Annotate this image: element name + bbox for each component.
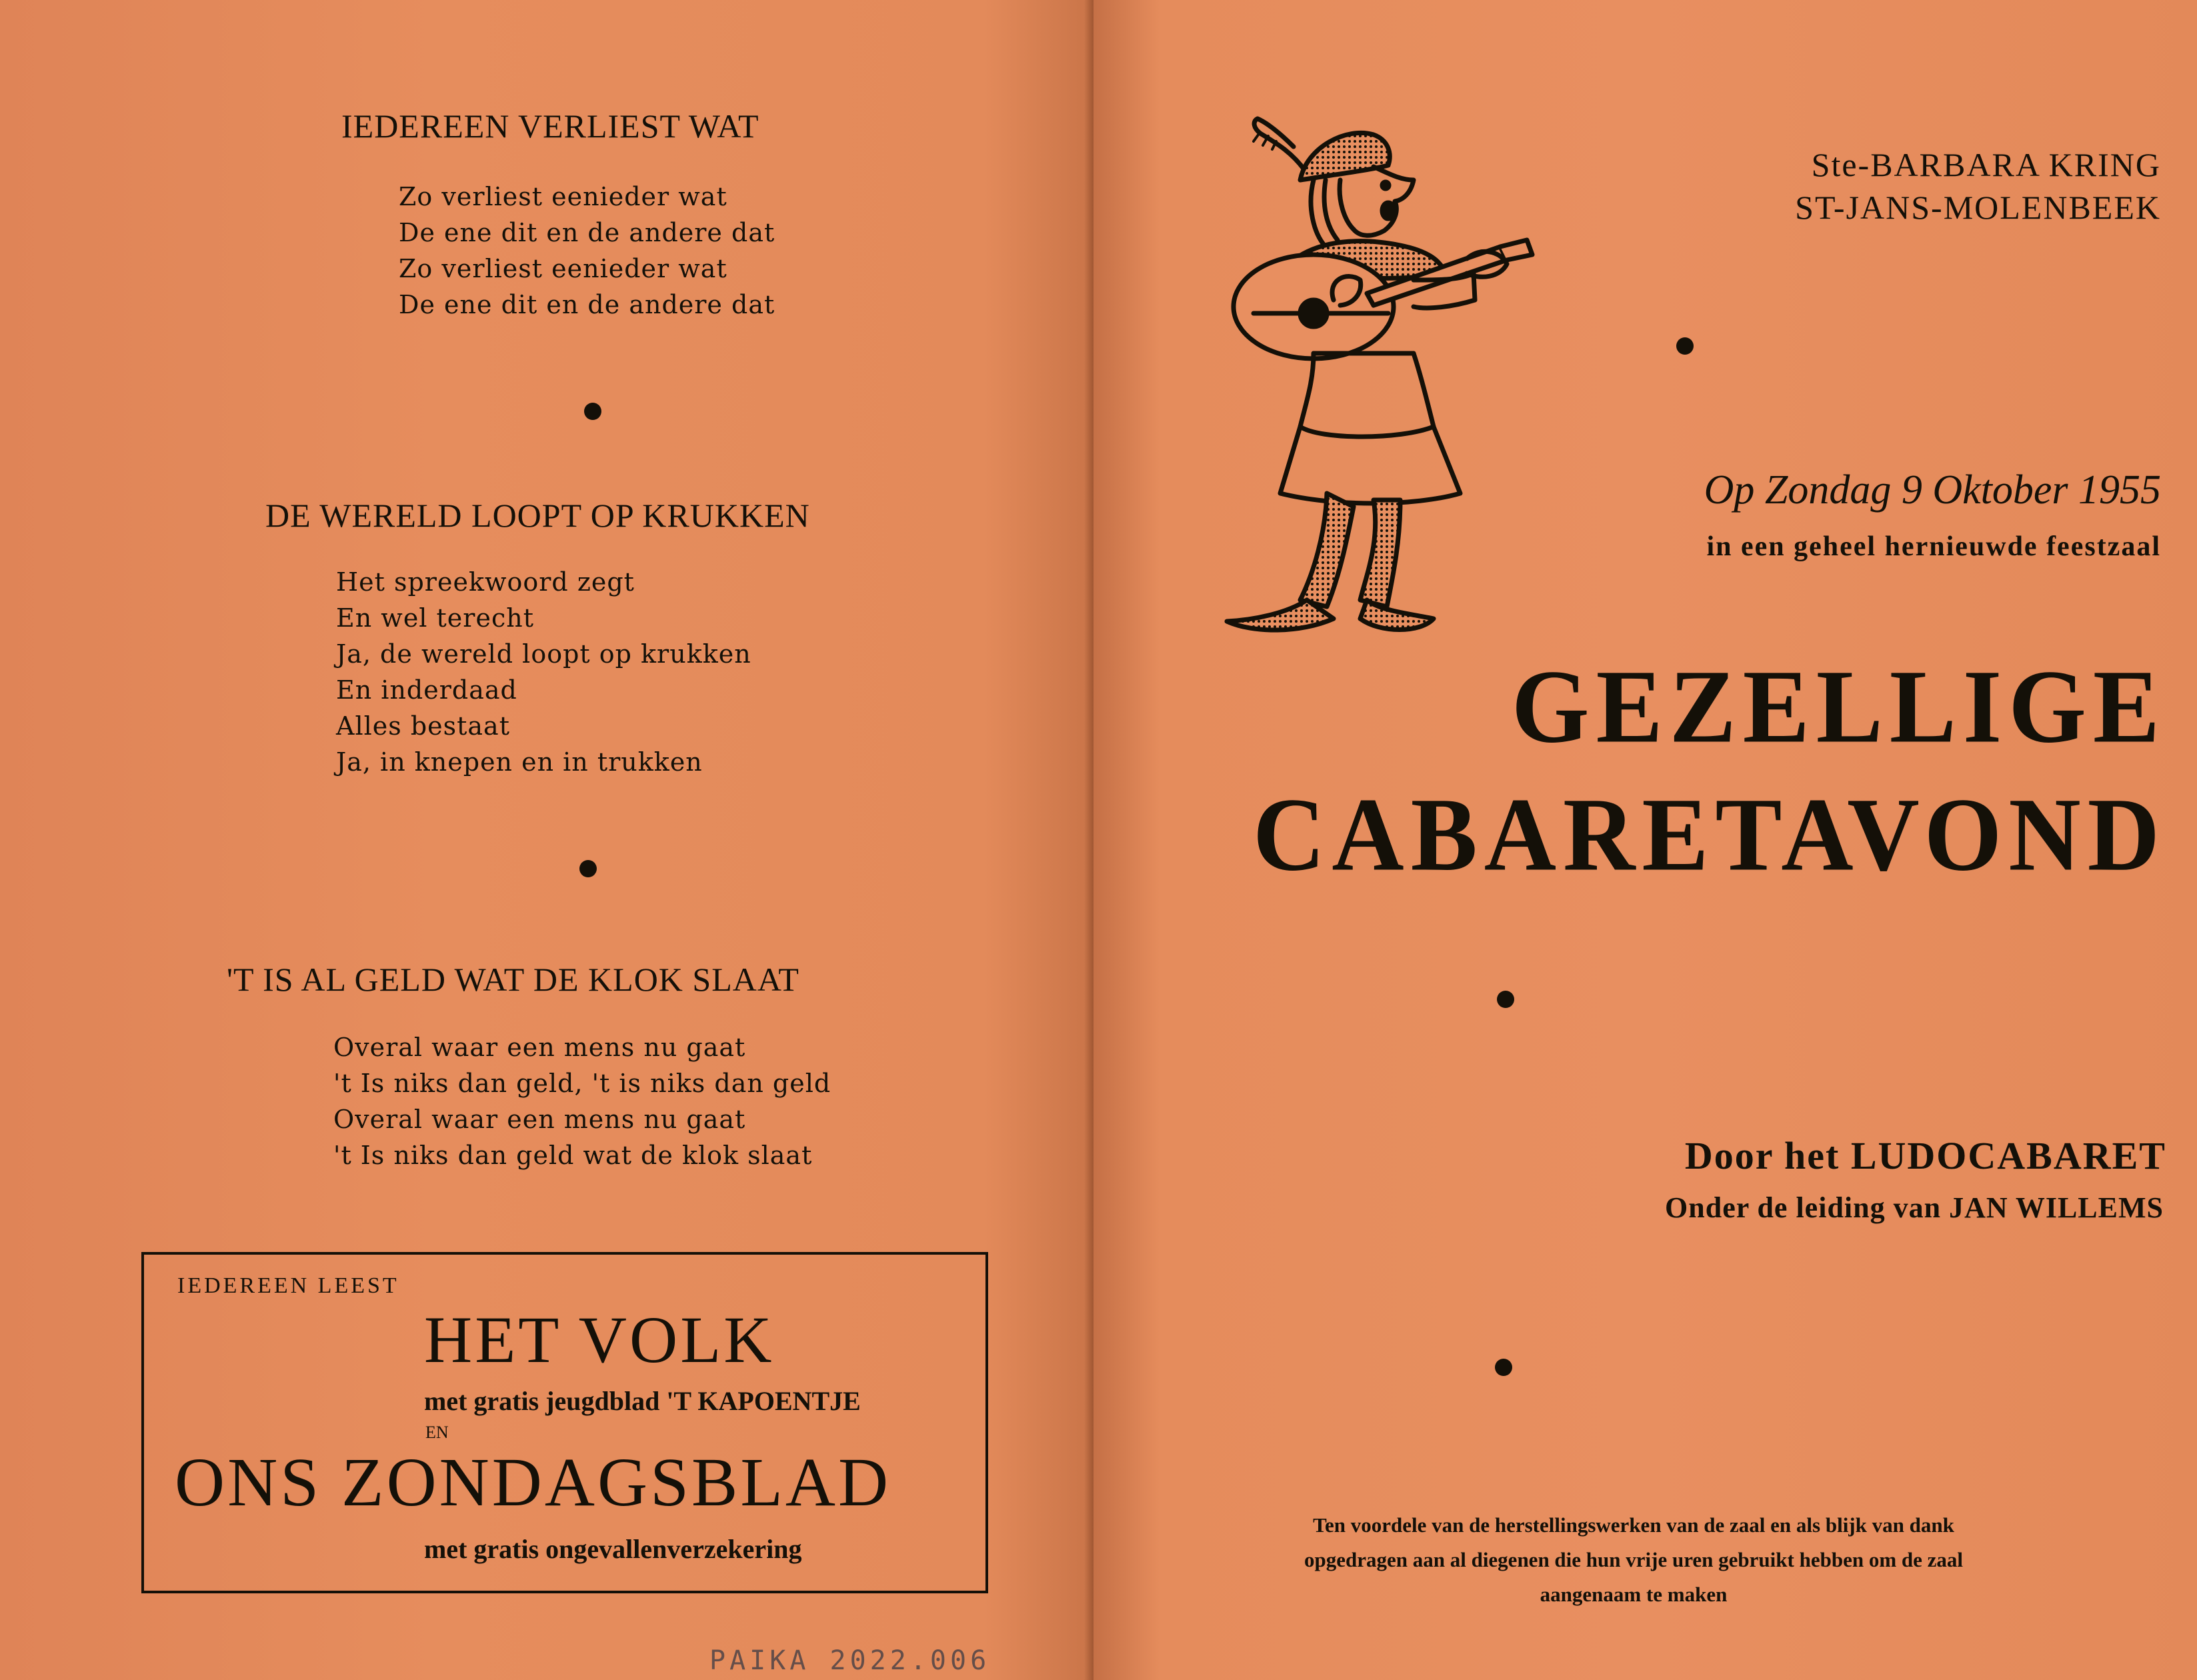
ad-paper-2: ONS ZONDAGSBLAD [175,1444,891,1521]
ad-conjunction: EN [425,1423,449,1442]
song-title-2: DE WERELD LOOPT OP KRUKKEN [265,497,810,534]
minstrel-with-lute-illustration [1214,80,1560,640]
verse-line: De ene dit en de andere dat [399,290,775,319]
verse-line: Het spreekwoord zegt [336,567,635,597]
dedication-line-2: opgedragen aan al diegenen die hun vrije uren gebruikt hebben om de zaal [1304,1548,1964,1571]
right-page [1093,0,2197,1680]
dedication-line-3: aangenaam te maken [1540,1583,1728,1606]
song-title-1: IEDEREEN VERLIEST WAT [341,107,759,145]
performer-line: Door het LUDOCABARET [1684,1134,2166,1177]
verse-line: Overal waar een mens nu gaat [333,1033,746,1062]
bullet-dot [1495,1359,1512,1376]
bullet-dot [1676,337,1694,355]
verse-line: Alles bestaat [336,711,510,741]
director-line: Onder de leiding van JAN WILLEMS [1665,1191,2164,1224]
newspaper-advertisement [141,1252,988,1593]
ad-paper-1: HET VOLK [424,1303,775,1377]
verse-line: Zo verliest eenieder wat [399,254,727,283]
event-venue: in een geheel hernieuwde feestzaal [1706,531,2161,562]
title-line-1: GEZELLIGE [1511,648,2166,765]
ad-intro: IEDEREEN LEEST [177,1273,399,1298]
archive-pencil-mark: PAIKA 2022.006 [709,1645,991,1676]
song-3-verse [333,1029,831,1173]
left-page [0,0,1093,1680]
dedication-note [1207,1508,2060,1612]
event-date: Op Zondag 9 Oktober 1955 [1704,467,2161,513]
song-title-3: 'T IS AL GELD WAT DE KLOK SLAAT [227,961,799,998]
verse-line: Overal waar een mens nu gaat [333,1105,746,1134]
song-2-verse [336,564,751,780]
song-1-verse [399,179,775,323]
organizer-line-2: ST-JANS-MOLENBEEK [1795,189,2161,226]
bullet-dot [579,860,597,877]
bullet-dot [584,403,601,420]
verse-line: Ja, in knepen en in trukken [336,747,703,777]
verse-line: 't Is niks dan geld, 't is niks dan geld [333,1069,831,1098]
verse-line: En inderdaad [336,675,517,705]
verse-line: Ja, de wereld loopt op krukken [336,639,751,669]
ad-paper-1-extra: met gratis jeugdblad 'T KAPOENTJE [424,1386,861,1416]
dedication-line-1: Ten voordele van de herstellingswerken van de zaal en als blijk van dank [1313,1513,1954,1537]
title-line-2: CABARETAVOND [1253,776,2166,893]
verse-line: De ene dit en de andere dat [399,218,775,247]
bullet-dot [1497,991,1514,1008]
verse-line: 't Is niks dan geld wat de klok slaat [333,1141,813,1170]
verse-line: Zo verliest eenieder wat [399,182,727,211]
organizer-line-1: Ste-BARBARA KRING [1811,146,2161,183]
verse-line: En wel terecht [336,603,534,633]
ad-paper-2-extra: met gratis ongevallenverzekering [424,1534,802,1564]
